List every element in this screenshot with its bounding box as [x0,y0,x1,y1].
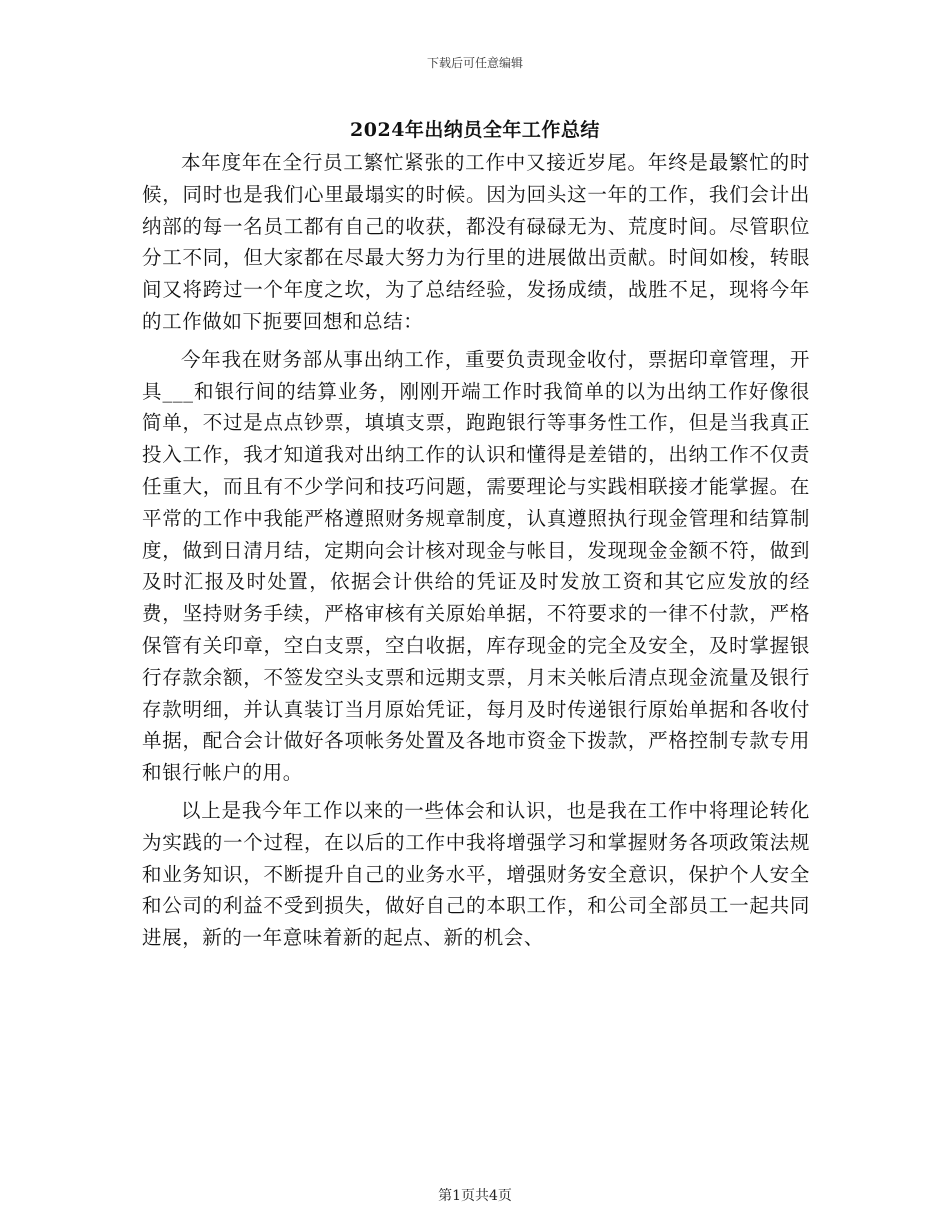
document-body [142,147,810,954]
paragraph-conclusion: 以上是我今年工作以来的一些体会和认识，也是我在工作中将理论转化为实践的一个过程，在以后的工作中我将增强学习和掌握财务各项政策法规和业务知识，不断提升自己的业务水平，增强财务安全意识，保护个人安全和公司的利益不受到损失，做好自己的本职工作，和公司全部员工一起共同进展，新的一年意味着新的起点、新的机会、 [142,798,810,950]
paragraph-intro: 本年度年在全行员工繁忙紧张的工作中又接近岁尾。年终是最繁忙的时候，同时也是我们心里最塌实的时候。因为回头这一年的工作，我们会计出纳部的每一名员工都有自己的收获，都没有碌碌无为、荒度时间。尽管职位分工不同，但大家都在尽最大努力为行里的进展做出贡献。时间如梭，转眼间又将跨过一个年度之坎，为了总结经验，发扬成绩，战胜不足，现将今年的工作做如下扼要回想和总结： [142,151,810,333]
page-footer: 第1页共4页 [438,1188,512,1204]
document-title: 2024年出纳员全年工作总结 [350,119,600,141]
paragraph-work-duties: 今年我在财务部从事出纳工作，重要负责现金收付，票据印章管理，开具___和银行间的结算业务，刚刚开端工作时我简单的以为出纳工作好像很简单，不过是点点钞票，填填支票，跑跑银行等事务性工作，但是当我真正投入工作，我才知道我对出纳工作的认识和懂得是差错的，出纳工作不仅责任重大，而且有不少学问和技巧问题，需要理论与实践相联接才能掌握。在平常的工作中我能严格遵照财务规章制度，认真遵照执行现金管理和结算制度，做到日清月结，定期向会计核对现金与帐目，发现现金金额不符，做到及时汇报及时处置，依据会计供给的凭证及时发放工资和其它应发放的经费，坚持财务手续，严格审核有关原始单据，不符要求的一律不付款，严格保管有关印章，空白支票，空白收据，库存现金的完全及安全，及时掌握银行存款余额，不签发空头支票和远期支票，月末关帐后清点现金流量及银行存款明细，并认真装订当月原始凭证，每月及时传递银行原始单据和各收付单据，配合会计做好各项帐务处置及各地市资金下拨款，严格控制专款专用和银行帐户的用。 [142,347,810,785]
header-note: 下载后可任意编辑 [426,56,523,70]
